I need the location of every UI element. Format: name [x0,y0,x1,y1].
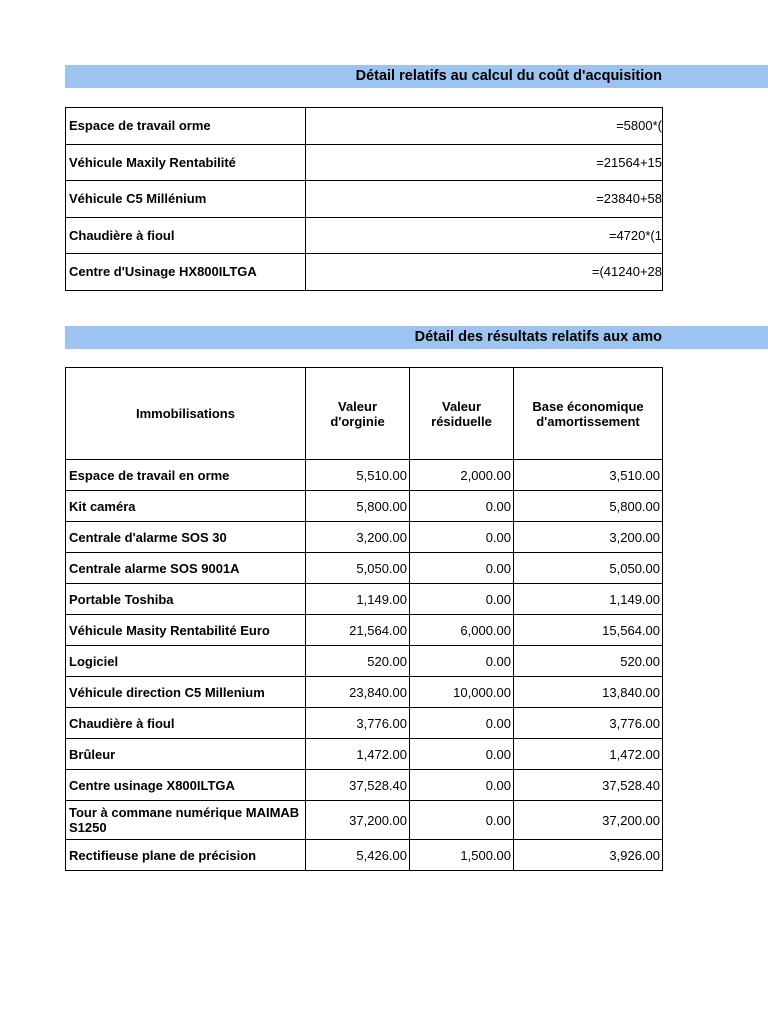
base-economique-cell[interactable]: 5,050.00 [514,553,663,584]
acquisition-row [66,108,663,145]
valeur-origine-cell[interactable]: 1,149.00 [306,584,410,615]
asset-name-cell[interactable]: Centre usinage X800ILTGA [66,770,306,801]
valeur-origine-cell[interactable]: 5,050.00 [306,553,410,584]
base-economique-cell[interactable]: 3,926.00 [514,840,663,871]
section2-title: Détail des résultats relatifs aux amo [414,329,662,345]
table-row [66,739,663,770]
base-economique-cell[interactable]: 5,800.00 [514,491,663,522]
valeur-origine-cell[interactable]: 5,510.00 [306,460,410,491]
table-row [66,584,663,615]
base-economique-cell[interactable]: 520.00 [514,646,663,677]
acquisition-row [66,254,663,291]
valeur-origine-cell[interactable]: 1,472.00 [306,739,410,770]
valeur-residuelle-cell[interactable]: 0.00 [410,522,514,553]
base-economique-cell[interactable]: 3,200.00 [514,522,663,553]
valeur-residuelle-cell[interactable]: 1,500.00 [410,840,514,871]
valeur-origine-cell[interactable]: 5,800.00 [306,491,410,522]
header-base-economique: Base économique d'amortissement [514,368,663,460]
asset-name-cell[interactable]: Rectifieuse plane de précision [66,840,306,871]
valeur-origine-cell[interactable]: 37,200.00 [306,801,410,840]
base-economique-cell[interactable]: 1,472.00 [514,739,663,770]
valeur-origine-cell[interactable]: 37,528.40 [306,770,410,801]
asset-label-cell[interactable]: Espace de travail orme [66,108,306,145]
table-row [66,522,663,553]
header-immobilisations: Immobilisations [66,368,306,460]
valeur-origine-cell[interactable]: 520.00 [306,646,410,677]
asset-label-cell[interactable]: Chaudière à fioul [66,217,306,254]
valeur-residuelle-cell[interactable]: 0.00 [410,770,514,801]
base-economique-cell[interactable]: 1,149.00 [514,584,663,615]
valeur-origine-cell[interactable]: 5,426.00 [306,840,410,871]
section1-banner [65,65,768,88]
table-row [66,840,663,871]
asset-name-cell[interactable]: Kit caméra [66,491,306,522]
asset-name-cell[interactable]: Portable Toshiba [66,584,306,615]
table-row [66,460,663,491]
table-row [66,708,663,739]
base-economique-cell[interactable]: 37,200.00 [514,801,663,840]
asset-name-cell[interactable]: Espace de travail en orme [66,460,306,491]
base-economique-cell[interactable]: 3,510.00 [514,460,663,491]
asset-name-cell[interactable]: Centrale alarme SOS 9001A [66,553,306,584]
valeur-residuelle-cell[interactable]: 6,000.00 [410,615,514,646]
acquisition-row [66,181,663,218]
acquisition-row [66,217,663,254]
asset-name-cell[interactable]: Logiciel [66,646,306,677]
valeur-origine-cell[interactable]: 21,564.00 [306,615,410,646]
valeur-residuelle-cell[interactable]: 0.00 [410,491,514,522]
formula-cell[interactable]: =5800*( [306,108,663,145]
table-row [66,801,663,840]
base-economique-cell[interactable]: 15,564.00 [514,615,663,646]
asset-label-cell[interactable]: Centre d'Usinage HX800ILTGA [66,254,306,291]
base-economique-cell[interactable]: 13,840.00 [514,677,663,708]
table-row [66,677,663,708]
asset-name-cell[interactable]: Chaudière à fioul [66,708,306,739]
section1-title: Détail relatifs au calcul du coût d'acquisition [355,68,662,84]
header-valeur-origine: Valeur d'orginie [306,368,410,460]
asset-name-cell[interactable]: Centrale d'alarme SOS 30 [66,522,306,553]
base-economique-cell[interactable]: 3,776.00 [514,708,663,739]
valeur-origine-cell[interactable]: 3,200.00 [306,522,410,553]
asset-label-cell[interactable]: Véhicule Maxily Rentabilité [66,144,306,181]
valeur-origine-cell[interactable]: 3,776.00 [306,708,410,739]
header-row [66,368,663,460]
section2-banner [65,326,768,349]
valeur-residuelle-cell[interactable]: 0.00 [410,801,514,840]
asset-name-cell[interactable]: Tour à commane numérique MAIMAB S1250 [66,801,306,840]
table-row [66,770,663,801]
asset-name-cell[interactable]: Brûleur [66,739,306,770]
formula-cell[interactable]: =23840+58 [306,181,663,218]
formula-cell[interactable]: =(41240+28 [306,254,663,291]
valeur-residuelle-cell[interactable]: 0.00 [410,739,514,770]
table-row [66,615,663,646]
asset-label-cell[interactable]: Véhicule C5 Millénium [66,181,306,218]
valeur-residuelle-cell[interactable]: 0.00 [410,646,514,677]
formula-cell[interactable]: =21564+15 [306,144,663,181]
base-economique-cell[interactable]: 37,528.40 [514,770,663,801]
asset-name-cell[interactable]: Véhicule Masity Rentabilité Euro [66,615,306,646]
valeur-residuelle-cell[interactable]: 0.00 [410,553,514,584]
acquisition-row [66,144,663,181]
valeur-residuelle-cell[interactable]: 0.00 [410,708,514,739]
formula-cell[interactable]: =4720*(1 [306,217,663,254]
valeur-residuelle-cell[interactable]: 0.00 [410,584,514,615]
table-row [66,553,663,584]
header-valeur-residuelle: Valeur résiduelle [410,368,514,460]
valeur-origine-cell[interactable]: 23,840.00 [306,677,410,708]
depreciation-table [65,367,663,871]
acquisition-cost-table [65,107,663,291]
table-row [66,491,663,522]
asset-name-cell[interactable]: Véhicule direction C5 Millenium [66,677,306,708]
valeur-residuelle-cell[interactable]: 2,000.00 [410,460,514,491]
valeur-residuelle-cell[interactable]: 10,000.00 [410,677,514,708]
table-row [66,646,663,677]
